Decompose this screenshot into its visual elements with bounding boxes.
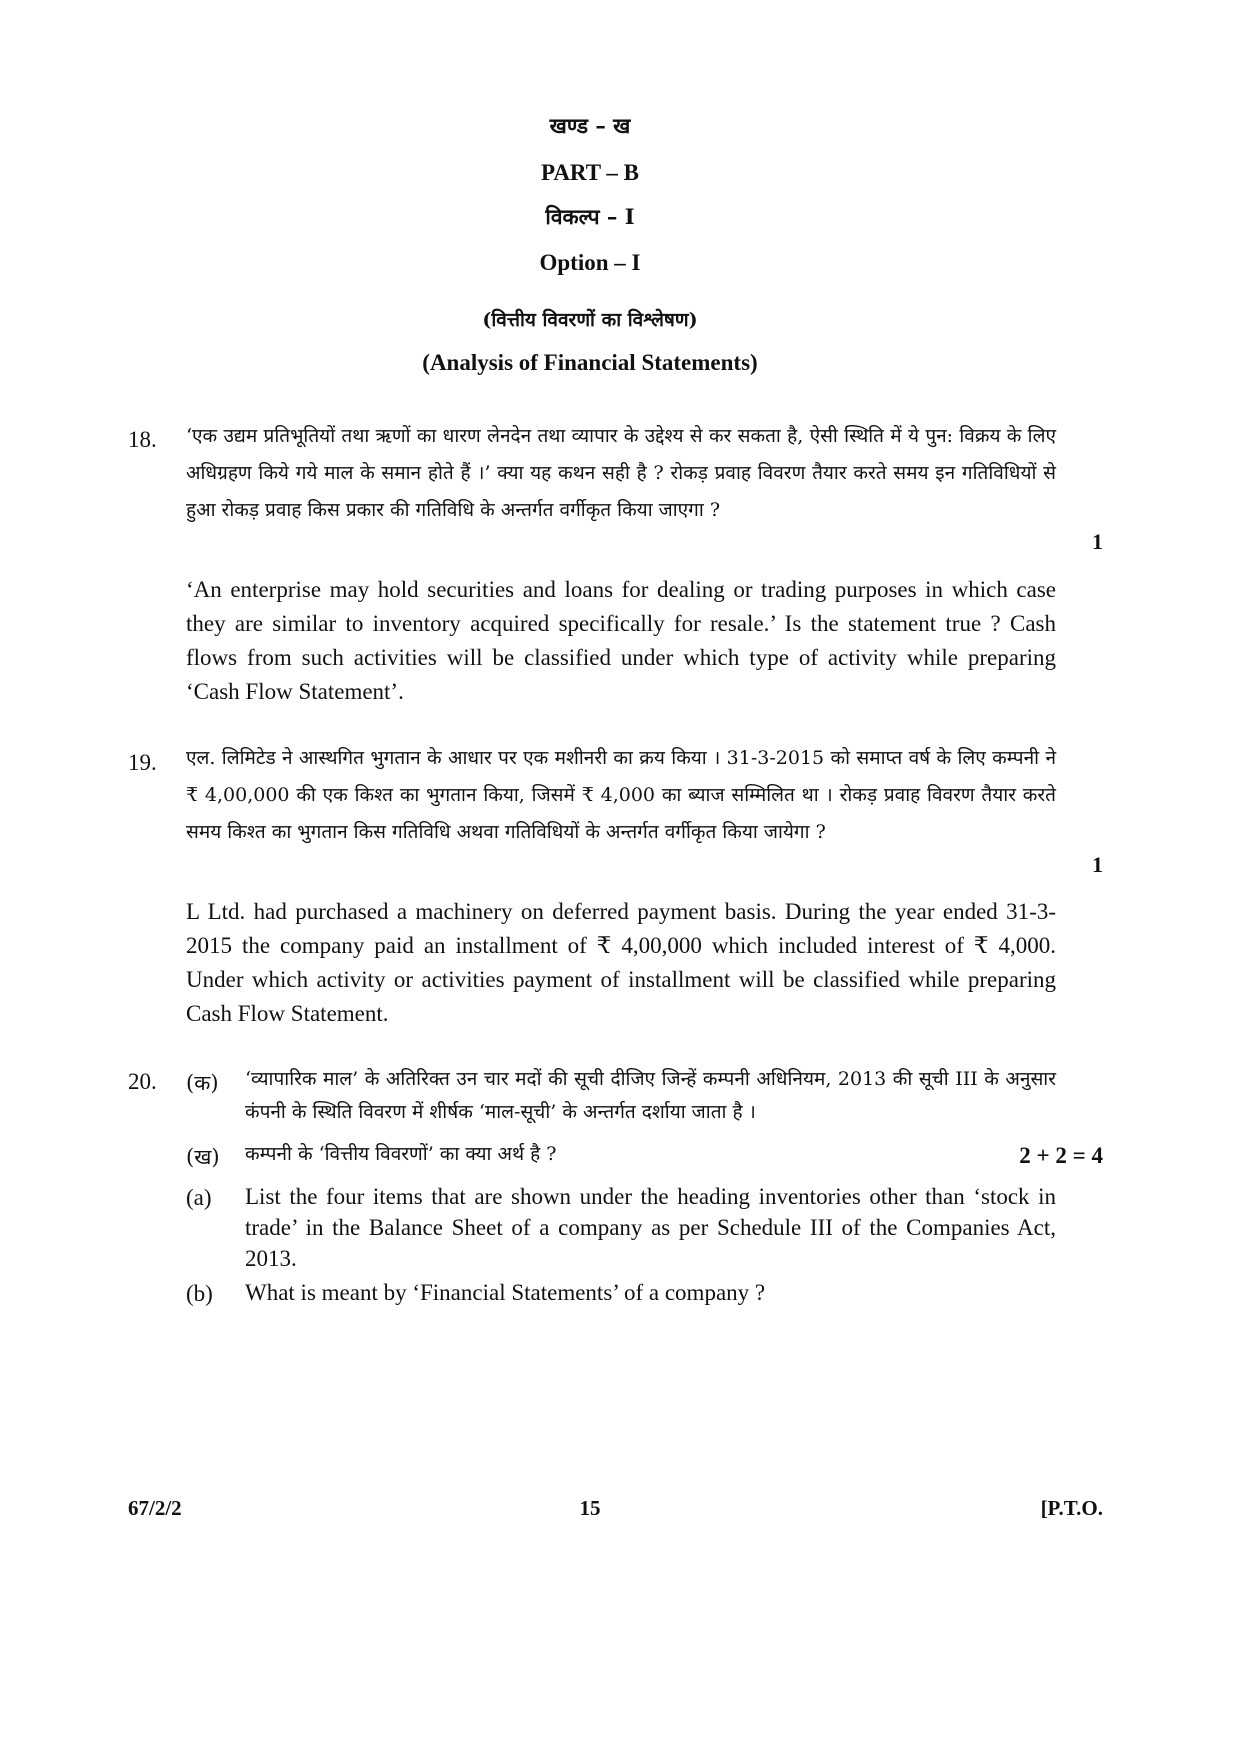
page-number: 15 (579, 1496, 601, 1520)
topic-title-hindi: (वित्तीय विवरणों का विश्लेषण) (482, 309, 698, 331)
question-text-hindi: एल. लिमिटेड ने आस्थगित भुगतान के आधार पर एक मशीनरी का क्रय किया । 31-3-2015 को समाप्त वर्ष के लिए कम्पनी ने ₹ 4,00,000 की एक किश्त का भुगतान किया, जिसमें ₹ 4,000 का ब्याज सम्मिलित था । रोकड़ प्रवाह विवरण तैयार करते समय किश्त का भुगतान किस गतिविधि अथवा गतिविधियों के अन्तर्गत वर्गीकृत किया जायेगा ? (186, 747, 1056, 843)
question-number: 20. (128, 1069, 157, 1094)
sub-question-text-hindi: ‘व्यापारिक माल’ के अतिरिक्त उन चार मदों की सूची दीजिए जिन्हें कम्पनी अधिनियम, 2013 की सूची III के अनुसार कंपनी के स्थिति विवरण में शीर्षक ‘माल-सूची’ के अन्तर्गत दर्शाया जाता है । (245, 1068, 1056, 1123)
question-number: 18. (128, 427, 157, 452)
question-number: 19. (128, 750, 157, 775)
paper-code: 67/2/2 (128, 1496, 182, 1520)
sub-question-label: (a) (186, 1185, 212, 1210)
option-title: Option – I (539, 250, 641, 275)
option-title-hindi: विकल्प – I (545, 204, 635, 229)
section-title-hindi: खण्ड – ख (549, 113, 631, 138)
pto-label: [P.T.O. (1040, 1496, 1103, 1520)
question-marks: 1 (1092, 529, 1103, 554)
sub-question-label: (ख) (186, 1145, 220, 1169)
question-marks: 2 + 2 = 4 (1019, 1143, 1103, 1168)
question-marks: 1 (1092, 852, 1103, 877)
question-text-hindi: ‘एक उद्यम प्रतिभूतियों तथा ऋणों का धारण लेनदेन तथा व्यापार के उद्देश्य से कर सकता है, ऐसी स्थिति में ये पुन: विक्रय के लिए अधिग्रहण किये गये माल के समान होते हैं ।’ क्या यह कथन सही है ? रोकड़ प्रवाह विवरण तैयार करते समय इन गतिविधियों से हुआ रोकड़ प्रवाह किस प्रकार की गतिविधि के अन्तर्गत वर्गीकृत किया जाएगा ? (186, 425, 1056, 521)
sub-question-text: What is meant by ‘Financial Statements’ of a company ? (245, 1280, 766, 1305)
question-text: L Ltd. had purchased a machinery on deferred payment basis. During the year ended 31-3-2015 the company paid an installment of ₹ 4,00,000 which included interest of ₹ 4,000. Under which activity or activities payment of installment will be classified while preparing Cash Flow Statement. (186, 899, 1056, 1026)
sub-question-text-hindi: कम्पनी के ‘वित्तीय विवरणों’ का क्या अर्थ है ? (245, 1143, 557, 1165)
sub-question-label: (b) (186, 1281, 213, 1306)
sub-question-label: (क) (186, 1071, 219, 1095)
topic-title: (Analysis of Financial Statements) (422, 350, 758, 375)
question-text: ‘An enterprise may hold securities and loans for dealing or trading purposes in which case they are similar to inventory acquired specifically for resale.’ Is the statement true ? Cash flows from such activities will be classified under which type of activity while preparing ‘Cash Flow Statement’. (186, 577, 1056, 704)
sub-question-text: List the four items that are shown under the heading inventories other than ‘stock in trade’ in the Balance Sheet of a company as per Schedule III of the Companies Act, 2013. (245, 1184, 1056, 1271)
section-title: PART – B (540, 160, 640, 185)
